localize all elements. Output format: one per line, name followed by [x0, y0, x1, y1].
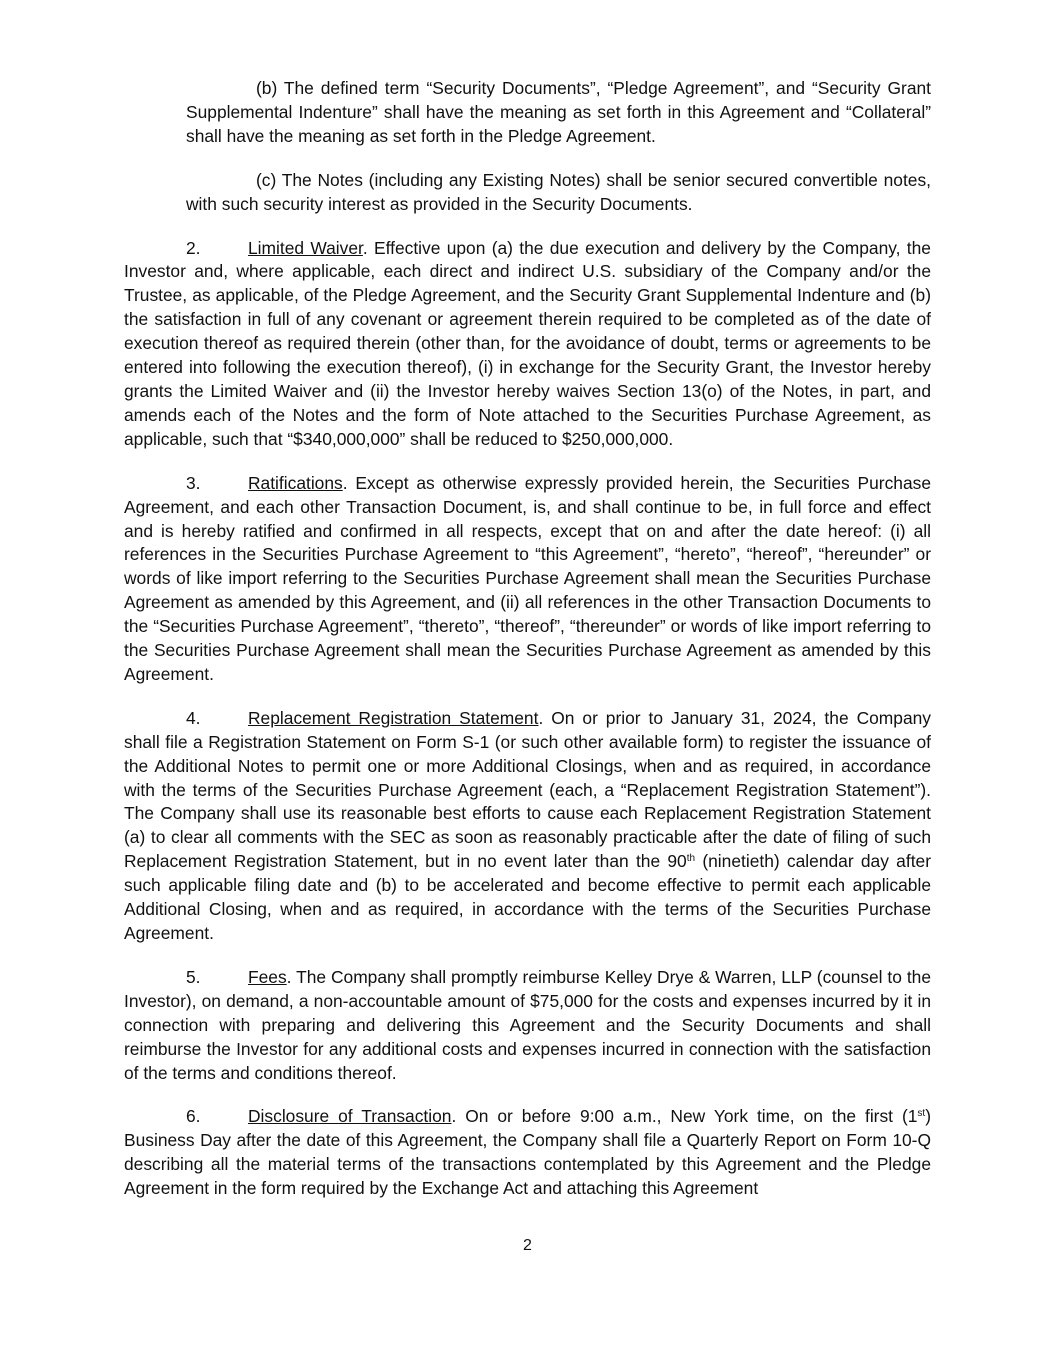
- section-body: . The Company shall promptly reimburse Kelley Drye & Warren, LLP (counsel to the Investor), on demand, a non-accountable amount of $75,000 for the costs and expenses incurred by it in connection with preparing and delivering this Agreement and the Security Documents and shall reimburse the Investor for any additional costs and expenses incurred in connection with the satisfaction of the terms and conditions thereof.: [124, 966, 931, 1083]
- section-number: 6.: [186, 1106, 201, 1127]
- section-number: 4.: [186, 707, 201, 728]
- section-heading: Limited Waiver: [248, 237, 363, 258]
- paragraph-c: (c) The Notes (including any Existing Notes) shall be senior secured convertible notes, with such security interest as provided in the Security Documents.: [186, 169, 931, 214]
- ordinal-suffix: st: [917, 1108, 926, 1120]
- page-number: 2: [523, 1237, 532, 1254]
- section-heading: Disclosure of Transaction: [248, 1106, 452, 1127]
- section-number: 5.: [186, 966, 201, 987]
- section-body-continued: (ninetieth) calendar day after such applicable filing date and (b) to be accelerated and become effective to permit each applicable Additional Closing, when and as required, in accordance with the terms of the Securities Purchase Agreement.: [124, 851, 931, 943]
- section-body: . On or before 9:00 a.m., New York time, on the first (1: [451, 1106, 918, 1127]
- section-body: . Effective upon (a) the due execution and delivery by the Company, the Investor and, where applicable, each direct and indirect U.S. subsidiary of the Company and/or the Trustee, as applicable, of the Pledge Agreement, and the Security Grant Supplemental Indenture and (b) the satisfaction in full of any covenant or agreement therein required to be completed as of the date of execution thereof as required therein (other than, for the avoidance of doubt, terms or agreements to be entered into following the execution thereof), (i) in exchange for the Security Grant, the Investor hereby grants the Limited Waiver and (ii) the Investor hereby waives Section 13(o) of the Notes, in part, and amends each of the Notes and the form of Note attached to the Securities Purchase Agreement, as applicable, such that “$340,000,000” shall be reduced to $250,000,000.: [124, 237, 931, 449]
- section-6-disclosure-of-transaction: [124, 1105, 931, 1201]
- section-body-continued: ) Business Day after the date of this Agreement, the Company shall file a Quarterly Report on Form 10-Q describing all the material terms of the transactions contemplated by this Agreement and the Pledge Agreement in the form required by the Exchange Act and attaching this Agreement: [124, 1106, 931, 1199]
- section-body: . Except as otherwise expressly provided herein, the Securities Purchase Agreement, and each other Transaction Document, is, and shall continue to be, in full force and effect and is hereby ratified and confirmed in all respects, except that on and after the date hereof: (i) all references in the Securities Purchase Agreement to “this Agreement”, “hereto”, “hereof”, “hereunder” or words of like import referring to the Securities Purchase Agreement shall mean the Securities Purchase Agreement as amended by this Agreement, and (ii) all references in the other Transaction Documents to the “Securities Purchase Agreement”, “thereto”, “thereof”, “thereunder” or words of like import referring to the Securities Purchase Agreement shall mean the Securities Purchase Agreement as amended by this Agreement.: [124, 472, 931, 684]
- ordinal-suffix: th: [686, 853, 696, 865]
- section-heading: Replacement Registration Statement: [248, 707, 539, 728]
- section-5-fees: [124, 966, 931, 1086]
- section-number: 3.: [186, 472, 201, 493]
- section-3-ratifications: [124, 472, 931, 687]
- section-body: . On or prior to January 31, 2024, the Company shall file a Registration Statement on Form S-1 (or such other available form) to register the issuance of the Additional Notes to permit one or more Additional Closings, when and as required, in accordance with the terms of the Securities Purchase Agreement (each, a “Replacement Registration Statement”). The Company shall use its reasonable best efforts to cause each Replacement Registration Statement (a) to clear all comments with the SEC as soon as reasonably practicable after the date of filing of such Replacement Registration Statement, but in no event later than the 90: [124, 707, 931, 872]
- document-page: [124, 77, 931, 1221]
- section-heading: Fees: [248, 966, 287, 987]
- section-number: 2.: [186, 237, 201, 258]
- section-4-replacement-registration-statement: [124, 707, 931, 946]
- section-2-limited-waiver: [124, 237, 931, 452]
- paragraph-b: (b) The defined term “Security Documents”, “Pledge Agreement”, and “Security Grant Supplemental Indenture” shall have the meaning as set forth in this Agreement and “Collateral” shall have the meaning as set forth in the Pledge Agreement.: [186, 78, 931, 146]
- section-heading: Ratifications: [248, 472, 343, 493]
